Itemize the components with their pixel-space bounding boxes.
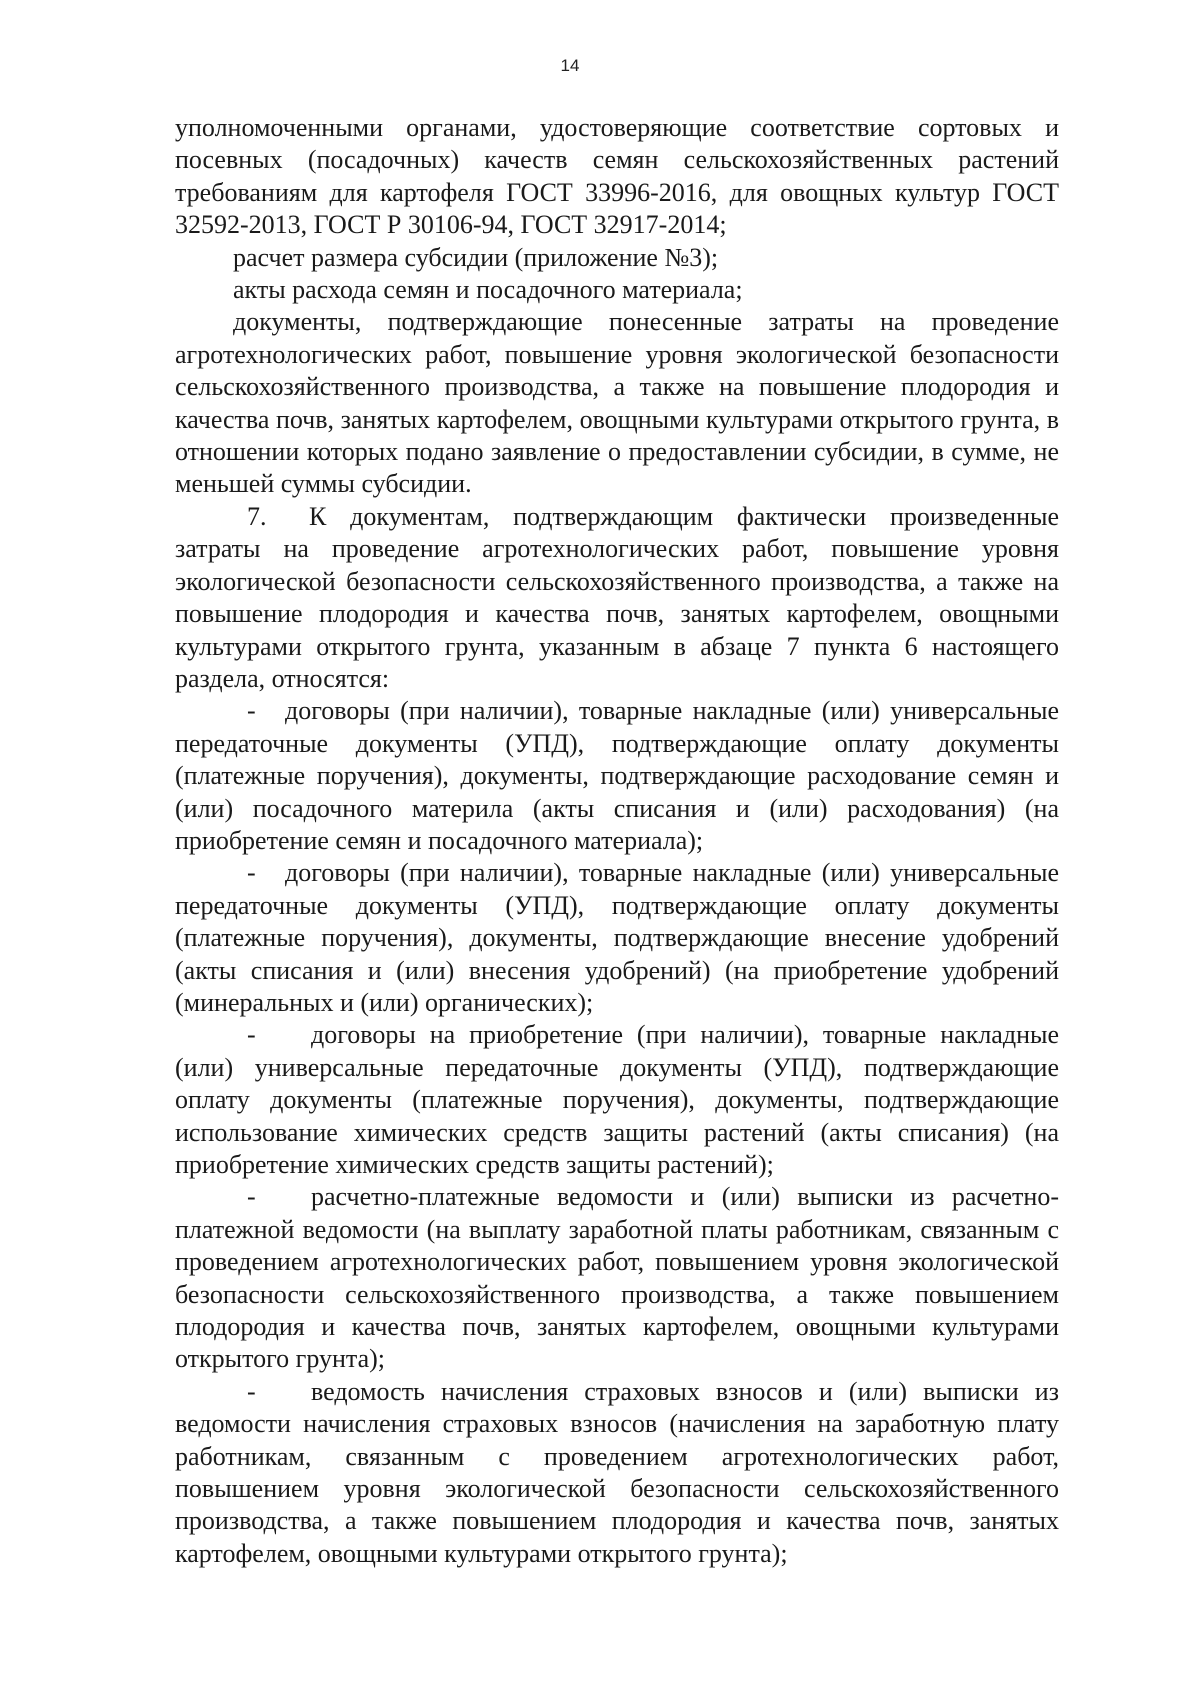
- item-7-text: К документам, подтверждающим фактически произведенные затраты на проведение агротехнологических работ, повышение уровня экологической безопасности сельскохозяйственного производства, а также на повышение плодородия и качества почв, занятых картофелем, овощными культурами открытого грунта, указанным в абзаце 7 пункта 6 настоящего раздела, относятся:: [175, 501, 1059, 693]
- dash-marker: -: [247, 1182, 256, 1212]
- dash-item-payroll: [175, 1181, 1059, 1375]
- paragraph-expense-documents: документы, подтверждающие понесенные затраты на проведение агротехнологических работ, повышение уровня экологической безопасности сельскохозяйственного производства, а также на повышение плодородия и качества почв, занятых картофелем, овощными культурами открытого грунта, в отношении которых подано заявление о предоставлении субсидии, в сумме, не меньшей суммы субсидии.: [175, 307, 1059, 499]
- paragraph-seed-acts: акты расхода семян и посадочного материала;: [233, 275, 743, 305]
- paragraph-continuation: уполномоченными органами, удостоверяющие соответствие сортовых и посевных (посадочных) качеств семян сельскохозяйственных растений требованиям для картофеля ГОСТ 33996-2016, для овощных культур ГОСТ 32592-2013, ГОСТ Р 30106-94, ГОСТ 32917-2014;: [175, 113, 1059, 240]
- dash-item-text: расчетно-платежные ведомости и (или) выписки из расчетно-платежной ведомости (на выплату заработной платы работникам, связанным с проведением агротехнологических работ, повышением уровня экологической безопасности сельскохозяйственного производства, а также повышением плодородия и качества почв, занятых картофелем, овощными культурами открытого грунта);: [175, 1182, 1059, 1374]
- dash-marker: -: [247, 858, 256, 888]
- dash-item-text: договоры (при наличии), товарные накладные (или) универсальные передаточные документы (УПД), подтверждающие оплату документы (платежные поручения), документы, подтверждающие расходование семян и (или) посадочного материла (акты списания и (или) расходования) (на приобретение семян и посадочного материала);: [175, 696, 1059, 855]
- dash-item-text: договоры на приобретение (при наличии), товарные накладные (или) универсальные передаточные документы (УПД), подтверждающие оплату документы (платежные поручения), документы, подтверждающие использование химических средств защиты растений (акты списания) (на приобретение химических средств защиты растений);: [175, 1020, 1059, 1179]
- paragraph-item-7: [175, 501, 1059, 695]
- dash-item-chemicals: [175, 1019, 1059, 1181]
- dash-marker: -: [247, 696, 256, 726]
- dash-item-fertilizers: [175, 857, 1059, 1019]
- dash-item-seeds: [175, 695, 1059, 857]
- page-number: 14: [560, 56, 580, 75]
- dash-item-text: договоры (при наличии), товарные накладные (или) универсальные передаточные документы (УПД), подтверждающие оплату документы (платежные поручения), документы, подтверждающие внесение удобрений (акты списания и (или) внесения удобрений) (на приобретение удобрений (минеральных и (или) органических);: [175, 858, 1059, 1017]
- dash-item-insurance: [175, 1376, 1059, 1570]
- paragraph-subsidy-calculation: расчет размера субсидии (приложение №3);: [233, 242, 719, 272]
- dash-marker: -: [247, 1376, 256, 1406]
- document-body: [175, 112, 1059, 1570]
- dash-item-text: ведомость начисления страховых взносов и (или) выписки из ведомости начисления страховых взносов (начисления на заработную плату работникам, связанным с проведением агротехнологических работ, повышением уровня экологической безопасности сельскохозяйственного производства, а также повышением плодородия и качества почв, занятых картофелем, овощными культурами открытого грунта);: [175, 1376, 1059, 1568]
- item-number: 7.: [247, 501, 267, 531]
- dash-marker: -: [247, 1020, 256, 1050]
